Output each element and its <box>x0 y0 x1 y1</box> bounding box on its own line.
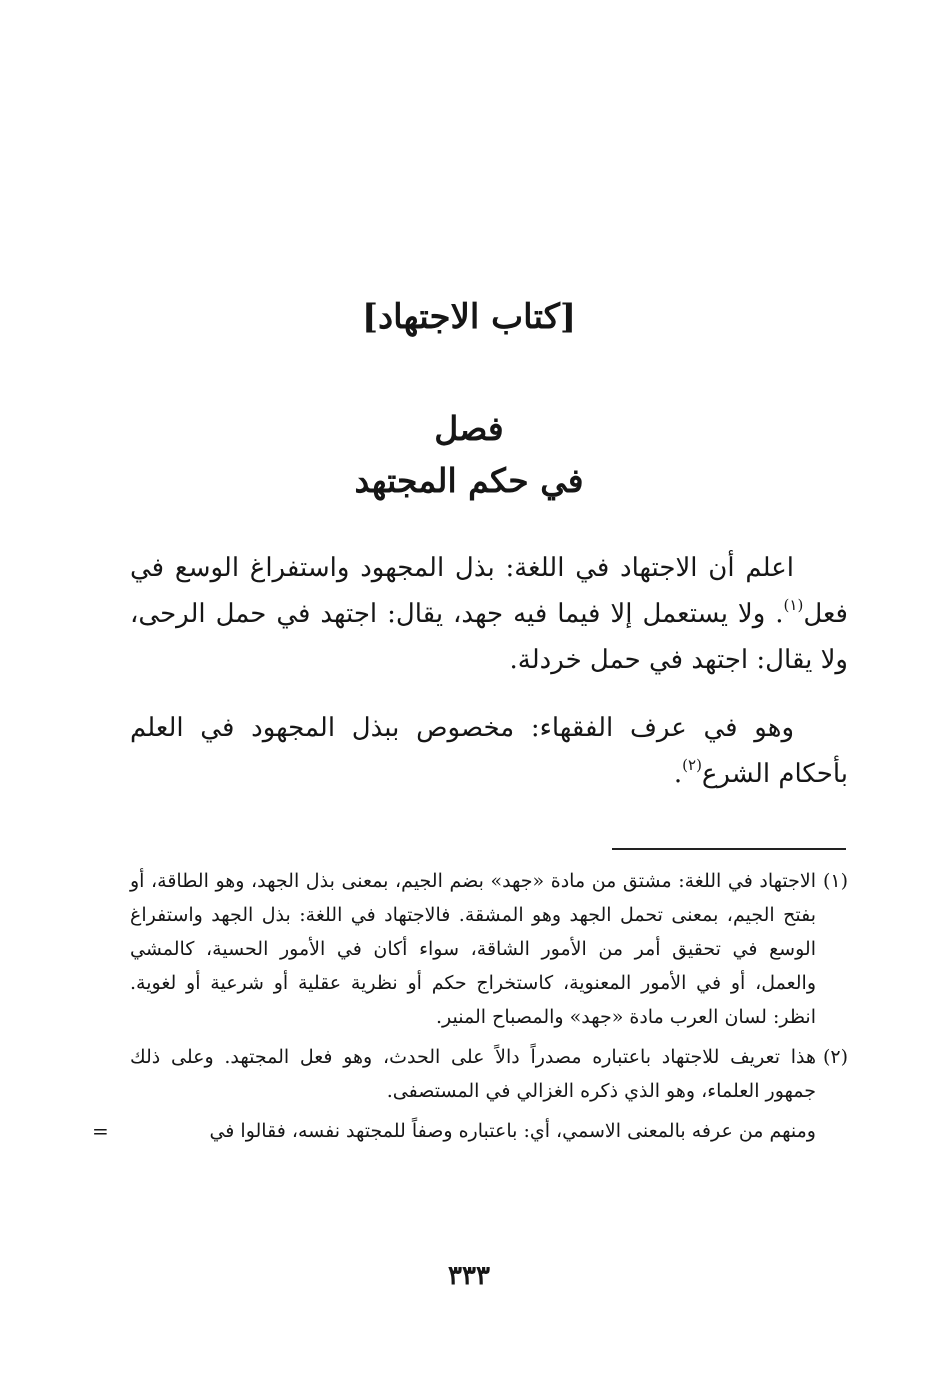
paragraph-1-after-ref: . ولا يستعمل إلا فيما فيه جهد، يقال: اجتهد في حمل الرحى، ولا يقال: اجتهد في حمل خردلة. <box>130 599 848 675</box>
footnote-2-continuation <box>92 1114 848 1148</box>
paragraph-1-before-ref: اعلم أن الاجتهاد في اللغة: بذل المجهود واستفراغ الوسع في فعل <box>130 553 848 629</box>
footnote-2 <box>130 1040 848 1108</box>
footnotes <box>92 864 848 1148</box>
paragraph-2-before-ref: وهو في عرف الفقهاء: مخصوص ببذل المجهود في العلم بأحكام الشرع <box>130 713 848 789</box>
continuation-mark: = <box>92 1119 109 1143</box>
page-number: ٣٣٣ <box>448 1261 490 1291</box>
paragraph-1 <box>130 545 848 683</box>
chapter-heading <box>0 403 938 507</box>
paragraph-1-text <box>130 545 848 683</box>
paragraph-2-after-ref: . <box>673 759 683 789</box>
footnote-separator <box>612 848 846 850</box>
footnote-2-number: (٢) <box>822 1046 848 1068</box>
paragraph-2-text <box>130 705 848 797</box>
footnote-1-number: (١) <box>822 870 848 892</box>
footnote-1-text: الاجتهاد في اللغة: مشتق من مادة «جهد» بضم الجيم، بمعنى بذل الجهد، وهو الطاقة، أو بفتح الجيم، بمعنى تحمل الجهد وهو المشقة. فالاجتهاد في اللغة: بذل الجهد واستفراغ الوسع في تحقيق أمر من الأمور الشاقة، سواء أكان في الأمور الحسية، كالمشي والعمل، أو في الأمور المعنوية، كاستخراج حكم أو نظرية عقلية أو شرعية أو لغوية. انظر: لسان العرب مادة «جهد» والمصباح المنير. <box>130 870 816 1028</box>
footnote-2-continuation-text: ومنهم من عرفه بالمعنى الاسمي، أي: باعتباره وصفاً للمجتهد نفسه، فقالوا في <box>209 1120 816 1142</box>
footnote-1 <box>130 864 848 1034</box>
chapter-heading-line-1: فصل <box>434 409 504 448</box>
book-title: [كتاب الاجتهاد] <box>361 297 577 337</box>
chapter-heading-line-2: في حكم المجتهد <box>354 461 584 500</box>
footnote-ref-1[interactable]: (١) <box>783 596 804 614</box>
paragraph-2 <box>130 705 848 797</box>
footnote-2-text: هذا تعريف للاجتهاد باعتباره مصدراً دالاً على الحدث، وهو فعل المجتهد. وعلى ذلك جمهور العلماء، وهو الذي ذكره الغزالي في المستصفى. <box>130 1046 816 1102</box>
footnote-ref-2[interactable]: (٢) <box>682 756 702 774</box>
